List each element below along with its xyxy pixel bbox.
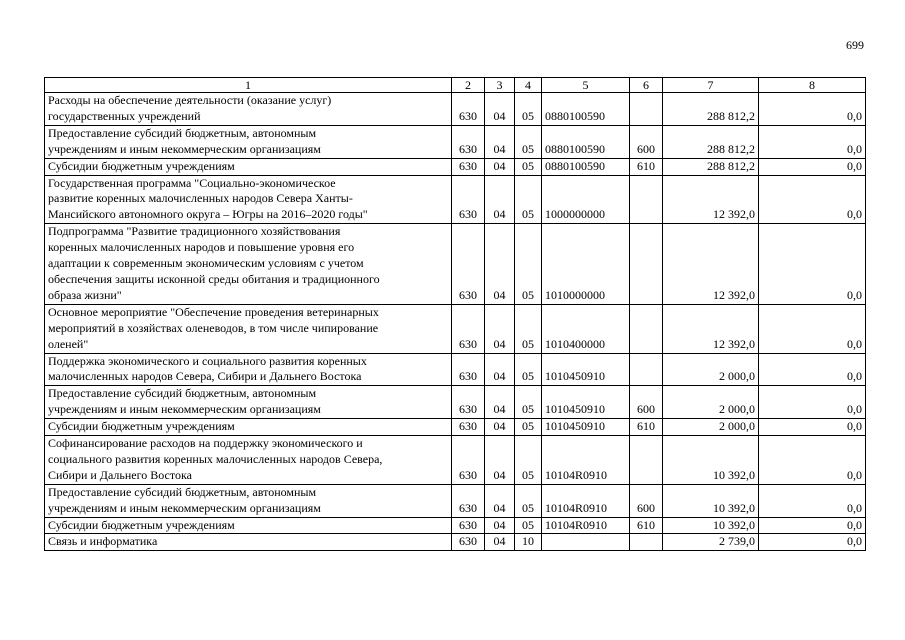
admin-code-cell: 630	[452, 175, 485, 224]
target-article-cell: 1010400000	[542, 304, 630, 353]
admin-code-cell: 630	[452, 534, 485, 551]
row-name-cell	[45, 158, 452, 175]
amount-2-cell: 0,0	[759, 386, 866, 419]
row-name-line: Сибири и Дальнего Востока	[48, 467, 192, 482]
table-row	[45, 125, 866, 158]
row-name-line: учреждениям и иным некоммерческим организациям	[48, 402, 321, 417]
target-article-cell: 10104R0910	[542, 436, 630, 485]
row-name-cell	[45, 534, 452, 551]
row-name-cell	[45, 517, 452, 534]
row-name-line: Субсидии бюджетным учреждениям	[48, 517, 235, 532]
amount-cell: 12 392,0	[663, 304, 759, 353]
subsection-code-cell: 05	[515, 158, 542, 175]
admin-code-cell: 630	[452, 125, 485, 158]
expense-type-cell: 610	[630, 419, 663, 436]
subsection-code-cell: 05	[515, 175, 542, 224]
target-article-cell: 1010450910	[542, 386, 630, 419]
table-row	[45, 304, 866, 353]
subsection-code-cell: 05	[515, 517, 542, 534]
amount-2-cell: 0,0	[759, 484, 866, 517]
section-code-cell: 04	[485, 93, 515, 126]
expense-type-cell: 610	[630, 158, 663, 175]
admin-code-cell: 630	[452, 436, 485, 485]
amount-cell: 12 392,0	[663, 175, 759, 224]
expense-type-cell	[630, 534, 663, 551]
row-name-line: Предоставление субсидий бюджетным, автономным	[48, 386, 317, 401]
target-article-cell: 10104R0910	[542, 517, 630, 534]
column-header: 7	[663, 78, 759, 93]
table-row	[45, 158, 866, 175]
section-code-cell: 04	[485, 436, 515, 485]
row-name-cell	[45, 93, 452, 126]
row-name-cell	[45, 125, 452, 158]
amount-cell: 2 000,0	[663, 419, 759, 436]
amount-cell: 2 739,0	[663, 534, 759, 551]
amount-cell: 10 392,0	[663, 517, 759, 534]
target-article-cell: 0880100590	[542, 93, 630, 126]
column-header: 4	[515, 78, 542, 93]
section-code-cell: 04	[485, 224, 515, 305]
section-code-cell: 04	[485, 304, 515, 353]
expense-type-cell	[630, 224, 663, 305]
table-row	[45, 419, 866, 436]
table-row	[45, 353, 866, 386]
row-name-line: Основное мероприятие "Обеспечение проведения ветеринарных	[48, 304, 379, 319]
subsection-code-cell: 05	[515, 304, 542, 353]
row-name-line: малочисленных народов Севера, Сибири и Дальнего Востока	[48, 369, 362, 384]
column-header: 2	[452, 78, 485, 93]
column-header: 5	[542, 78, 630, 93]
column-header: 1	[45, 78, 452, 93]
amount-2-cell: 0,0	[759, 93, 866, 126]
table-header-row	[45, 78, 866, 93]
row-name-cell	[45, 175, 452, 224]
expense-type-cell	[630, 353, 663, 386]
amount-2-cell: 0,0	[759, 158, 866, 175]
admin-code-cell: 630	[452, 419, 485, 436]
subsection-code-cell: 05	[515, 353, 542, 386]
target-article-cell: 0880100590	[542, 125, 630, 158]
expense-type-cell	[630, 93, 663, 126]
row-name-line: образа жизни"	[48, 287, 122, 302]
row-name-line: Поддержка экономического и социального развития коренных	[48, 353, 367, 368]
subsection-code-cell: 05	[515, 125, 542, 158]
row-name-line: Субсидии бюджетным учреждениям	[48, 419, 235, 434]
target-article-cell: 1010450910	[542, 419, 630, 436]
section-code-cell: 04	[485, 484, 515, 517]
table-row	[45, 484, 866, 517]
admin-code-cell: 630	[452, 386, 485, 419]
target-article-cell: 0880100590	[542, 158, 630, 175]
amount-2-cell: 0,0	[759, 419, 866, 436]
admin-code-cell: 630	[452, 484, 485, 517]
section-code-cell: 04	[485, 175, 515, 224]
admin-code-cell: 630	[452, 353, 485, 386]
row-name-cell	[45, 353, 452, 386]
column-header: 8	[759, 78, 866, 93]
section-code-cell: 04	[485, 419, 515, 436]
admin-code-cell: 630	[452, 304, 485, 353]
table-row	[45, 93, 866, 126]
subsection-code-cell: 05	[515, 436, 542, 485]
row-name-line: оленей"	[48, 336, 89, 351]
table-row	[45, 436, 866, 485]
section-code-cell: 04	[485, 158, 515, 175]
row-name-line: Мансийского автономного округа – Югры на 2016–2020 годы"	[48, 207, 368, 222]
row-name-line: развитие коренных малочисленных народов Севера Ханты-	[48, 191, 353, 206]
row-name-line: учреждениям и иным некоммерческим организациям	[48, 141, 321, 156]
section-code-cell: 04	[485, 534, 515, 551]
row-name-line: Предоставление субсидий бюджетным, автономным	[48, 484, 317, 499]
expense-type-cell: 600	[630, 386, 663, 419]
row-name-line: государственных учреждений	[48, 108, 201, 123]
subsection-code-cell: 05	[515, 224, 542, 305]
subsection-code-cell: 05	[515, 93, 542, 126]
row-name-line: адаптации к современным экономическим условиям с учетом	[48, 256, 364, 271]
row-name-cell	[45, 484, 452, 517]
table-row	[45, 224, 866, 305]
amount-2-cell: 0,0	[759, 224, 866, 305]
amount-2-cell: 0,0	[759, 534, 866, 551]
target-article-cell: 1010000000	[542, 224, 630, 305]
section-code-cell: 04	[485, 353, 515, 386]
column-header: 6	[630, 78, 663, 93]
table-row	[45, 175, 866, 224]
row-name-line: Подпрограмма "Развитие традиционного хозяйствования	[48, 224, 341, 239]
admin-code-cell: 630	[452, 93, 485, 126]
subsection-code-cell: 05	[515, 386, 542, 419]
row-name-cell	[45, 436, 452, 485]
expense-type-cell: 610	[630, 517, 663, 534]
amount-2-cell: 0,0	[759, 175, 866, 224]
admin-code-cell: 630	[452, 224, 485, 305]
row-name-line: Субсидии бюджетным учреждениям	[48, 158, 235, 173]
page-number: 699	[846, 38, 864, 52]
row-name-line: Расходы на обеспечение деятельности (оказание услуг)	[48, 93, 332, 107]
admin-code-cell: 630	[452, 517, 485, 534]
target-article-cell	[542, 534, 630, 551]
row-name-line: учреждениям и иным некоммерческим организациям	[48, 500, 321, 515]
target-article-cell: 1010450910	[542, 353, 630, 386]
amount-cell: 288 812,2	[663, 125, 759, 158]
target-article-cell: 1000000000	[542, 175, 630, 224]
row-name-cell	[45, 386, 452, 419]
amount-2-cell: 0,0	[759, 353, 866, 386]
expense-type-cell	[630, 175, 663, 224]
expense-type-cell	[630, 436, 663, 485]
amount-2-cell: 0,0	[759, 304, 866, 353]
admin-code-cell: 630	[452, 158, 485, 175]
amount-cell: 2 000,0	[663, 386, 759, 419]
amount-cell: 12 392,0	[663, 224, 759, 305]
table-row	[45, 386, 866, 419]
section-code-cell: 04	[485, 517, 515, 534]
column-header: 3	[485, 78, 515, 93]
subsection-code-cell: 05	[515, 484, 542, 517]
row-name-line: мероприятий в хозяйствах оленеводов, в том числе чипирование	[48, 320, 379, 335]
row-name-line: Софинансирование расходов на поддержку экономического и	[48, 436, 363, 451]
amount-cell: 10 392,0	[663, 436, 759, 485]
row-name-cell	[45, 419, 452, 436]
budget-table	[44, 77, 866, 551]
expense-type-cell: 600	[630, 125, 663, 158]
section-code-cell: 04	[485, 125, 515, 158]
amount-cell: 288 812,2	[663, 158, 759, 175]
amount-cell: 10 392,0	[663, 484, 759, 517]
amount-2-cell: 0,0	[759, 125, 866, 158]
target-article-cell: 10104R0910	[542, 484, 630, 517]
row-name-line: обеспечения защиты исконной среды обитания и традиционного	[48, 271, 380, 286]
expense-type-cell	[630, 304, 663, 353]
row-name-line: Предоставление субсидий бюджетным, автономным	[48, 125, 317, 140]
row-name-line: коренных малочисленных народов и повышение уровня его	[48, 240, 355, 255]
table-row	[45, 534, 866, 551]
row-name-line: социального развития коренных малочисленных народов Севера,	[48, 451, 383, 466]
row-name-cell	[45, 304, 452, 353]
table-row	[45, 517, 866, 534]
amount-2-cell: 0,0	[759, 436, 866, 485]
amount-cell: 2 000,0	[663, 353, 759, 386]
subsection-code-cell: 10	[515, 534, 542, 551]
amount-cell: 288 812,2	[663, 93, 759, 126]
row-name-cell	[45, 224, 452, 305]
amount-2-cell: 0,0	[759, 517, 866, 534]
section-code-cell: 04	[485, 386, 515, 419]
subsection-code-cell: 05	[515, 419, 542, 436]
row-name-line: Связь и информатика	[48, 534, 158, 549]
expense-type-cell: 600	[630, 484, 663, 517]
row-name-line: Государственная программа "Социально-экономическое	[48, 175, 336, 190]
